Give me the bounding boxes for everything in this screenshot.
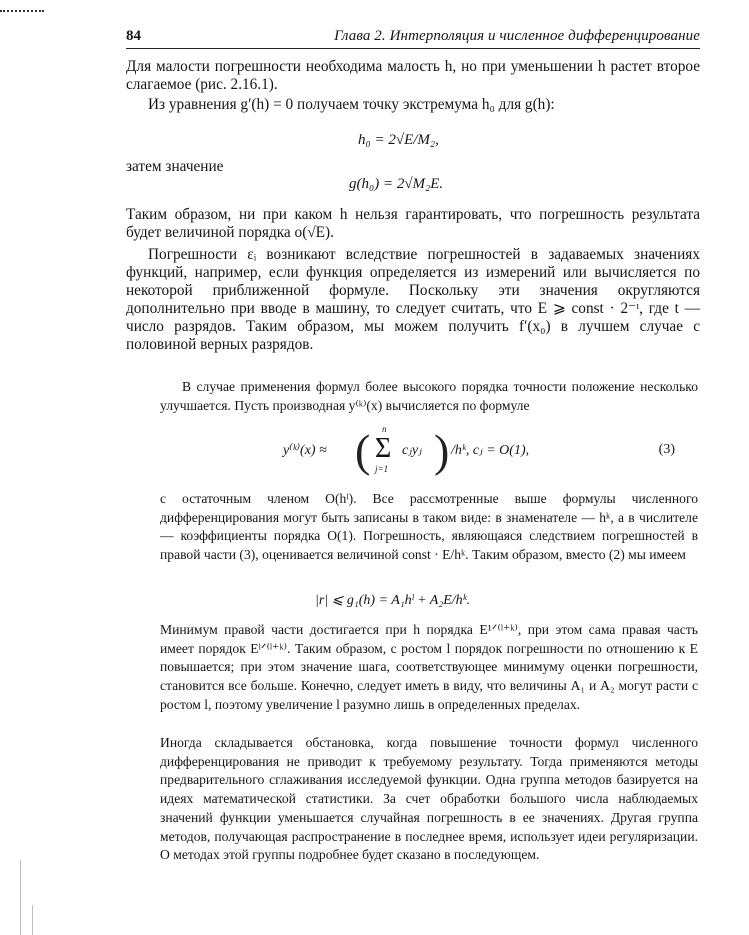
paragraph: с остаточным членом O(hˡ). Все рассмотренные выше формулы численного дифференцирования могут быть записаны в таком виде: в знаменателе — hᵏ, а в числителе — коэффициенты порядка O(1). Погрешность, являющаяся следствием погрешностей в правой части (3), оценивается величиной const · E/hᵏ. Таким образом, вместо (2) мы имеем	[160, 491, 698, 563]
paragraph: Минимум правой части достигается при h порядка E¹ᐟ⁽ˡ⁺ᵏ⁾, при этом сама правая часть имеет порядок Eˡᐟ⁽ˡ⁺ᵏ⁾. Таким образом, с ростом l порядок погрешности по отношению к E повышается; при этом значение шага, соответствующее минимуму оценки погрешности, становится все больше. Конечно, следует иметь в виду, что величины A₁ и A₂ могут расти с ростом l, поэтому увеличение l разумно лишь в определенных пределах.	[160, 622, 698, 712]
equation-number: (3)	[658, 442, 675, 457]
formula: h₀ = 2√E/M₂,	[358, 132, 439, 148]
paragraph: В случае применения формул более высокого порядка точности положение несколько улучшается. Пусть производная y⁽ᵏ⁾(x) вычисляется по формуле	[160, 379, 698, 413]
formula-rhs: /hᵏ, cⱼ = O(1),	[451, 443, 530, 458]
formula-3	[283, 424, 675, 480]
page-number: 84	[126, 28, 141, 44]
formula-term: cⱼyⱼ	[402, 443, 422, 458]
formula-lhs: y⁽ᵏ⁾(x) ≈	[283, 443, 327, 458]
formula: |r| ⩽ g₁(h) = A₁hˡ + A₂E/hᵏ.	[315, 593, 471, 608]
paragraph: затем значение	[126, 158, 224, 175]
running-title: Глава 2. Интерполяция и численное дифференцирование	[334, 28, 700, 44]
left-paren-icon: (	[355, 425, 371, 476]
paragraph: Для малости погрешности необходима малость h, но при уменьшении h растет второе слагаемое (рис. 2.16.1).	[126, 58, 700, 93]
sum-lower-limit: j=1	[375, 464, 389, 474]
paragraph: Из уравнения g′(h) = 0 получаем точку экстремума h₀ для g(h):	[148, 96, 555, 113]
paragraph: Иногда складывается обстановка, когда повышение точности формул численного дифференцирования не приводит к требуемому результату. Тогда применяются методы предварительного сглаживания исследуемой функции. Одна группа методов базируется на идеях математической статистики. За счет обработки большого числа наблюдаемых значений функции уменьшается случайная погрешность в ее значениях. Другая группа методов, получающая распространение в последнее время, использует идеи регуляризации. О методах этой группы подробнее будет сказано в последующем.	[160, 735, 698, 863]
paragraph: Таким образом, ни при каком h нельзя гарантировать, что погрешность результата будет величиной порядка o(√E).	[126, 206, 700, 241]
formula: g(h₀) = 2√M₂E.	[349, 176, 444, 192]
right-paren-icon: )	[434, 425, 450, 476]
paragraph: Погрешности εᵢ возникают вследствие погрешностей в задаваемых значениях функций, например, если функция определяется из измерений или вычисляется по некоторой приближенной формуле. Поскольку эти значения округляются дополнительно при вводе в машину, то следует считать, что E ⩾ const · 2⁻ᵗ, где t — число разрядов. Таким образом, мы можем получить f′(x₀) в лучшем случае с половиной верных разрядов.	[126, 246, 700, 353]
sum-upper-limit: n	[382, 424, 387, 434]
page-header	[126, 26, 700, 49]
scan-artifact	[0, 10, 44, 18]
scan-edge-line	[32, 905, 33, 935]
sigma-icon: Σ	[375, 433, 392, 464]
scan-edge-line	[20, 860, 21, 935]
